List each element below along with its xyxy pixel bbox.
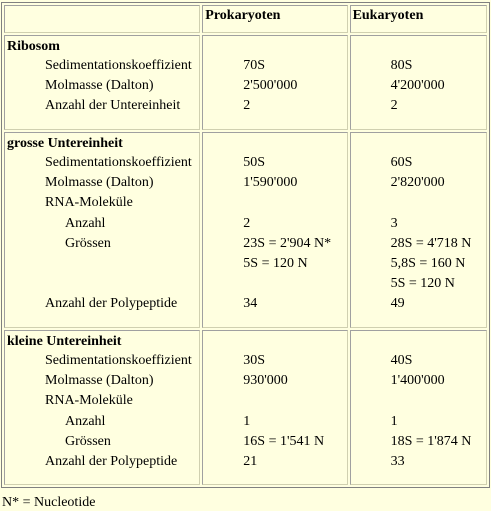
section-labels-ribosom — [4, 35, 200, 130]
prok-grosse-anzahl: 2 — [243, 215, 251, 231]
euk-grosse-poly: 49 — [390, 296, 405, 312]
label-sedimentation: Sedimentationskoeffizient — [45, 353, 192, 368]
prok-values-ribosom — [202, 35, 347, 130]
prok-grosse-sed: 50S — [243, 155, 266, 170]
label-polypeptide: Anzahl der Polypeptide — [45, 453, 178, 469]
prok-grosse-groessen-2: 5S = 120 N — [243, 255, 308, 271]
euk-grosse-groessen-2: 5,8S = 160 N — [390, 255, 466, 271]
label-polypeptide: Anzahl der Polypeptide — [45, 296, 178, 312]
label-molmasse: Molmasse (Dalton) — [45, 373, 154, 389]
prok-kleine-anzahl: 1 — [243, 413, 251, 429]
prok-grosse-poly: 34 — [243, 296, 258, 312]
euk-kleine-sed: 40S — [390, 353, 413, 368]
section-labels-kleine — [4, 330, 200, 485]
prok-values-kleine — [202, 330, 347, 485]
section-row-kleine — [4, 330, 487, 485]
euk-kleine-groessen: 18S = 1'874 N — [390, 433, 472, 449]
prok-ribosom-anzahl: 2 — [243, 98, 251, 114]
footnote: N* = Nucleotide — [2, 495, 96, 510]
prok-ribosom-sed: 70S — [243, 58, 266, 73]
euk-grosse-groessen-1: 28S = 4'718 N — [390, 235, 472, 251]
euk-values-ribosom — [350, 35, 487, 130]
spacer — [353, 193, 484, 213]
euk-kleine-anzahl: 1 — [390, 413, 398, 429]
label-molmasse: Molmasse (Dalton) — [45, 78, 154, 94]
header-eukaryoten: Eukaryoten — [350, 5, 487, 33]
label-anzahl: Anzahl — [65, 413, 106, 429]
prok-grosse-groessen-1: 23S = 2'904 N* — [243, 235, 332, 251]
section-labels-grosse — [4, 132, 200, 328]
euk-values-grosse — [350, 132, 487, 328]
section-title-grosse: grosse Untereinheit — [7, 136, 123, 151]
prok-values-grosse — [202, 132, 347, 328]
euk-grosse-groessen-3: 5S = 120 N — [390, 276, 455, 292]
euk-grosse-sed: 60S — [390, 155, 413, 170]
label-anzahl-untereinheit: Anzahl der Untereinheit — [45, 98, 181, 114]
euk-values-kleine — [350, 330, 487, 485]
euk-kleine-mol: 1'400'000 — [390, 373, 445, 389]
section-title-kleine: kleine Untereinheit — [7, 334, 122, 349]
section-row-grosse — [4, 132, 487, 328]
spacer — [7, 274, 197, 294]
euk-grosse-anzahl: 3 — [390, 215, 398, 231]
prok-ribosom-mol: 2'500'000 — [243, 78, 298, 94]
euk-kleine-poly: 33 — [390, 453, 405, 469]
prok-kleine-sed: 30S — [243, 353, 266, 368]
euk-ribosom-sed: 80S — [390, 58, 413, 73]
header-row — [4, 5, 487, 33]
label-groessen: Grössen — [65, 433, 111, 449]
euk-ribosom-anzahl: 2 — [390, 98, 398, 114]
spacer — [353, 391, 484, 411]
label-molmasse: Molmasse (Dalton) — [45, 175, 154, 191]
prok-kleine-poly: 21 — [243, 453, 258, 469]
label-sedimentation: Sedimentationskoeffizient — [45, 155, 192, 170]
label-sedimentation: Sedimentationskoeffizient — [45, 58, 192, 73]
label-rna-molekuele: RNA-Moleküle — [45, 393, 133, 409]
spacer — [205, 193, 344, 213]
section-row-ribosom — [4, 35, 487, 130]
header-prokaryoten: Prokaryoten — [202, 5, 347, 33]
section-title-ribosom: Ribosom — [7, 39, 60, 54]
label-anzahl: Anzahl — [65, 215, 106, 231]
label-rna-molekuele: RNA-Moleküle — [45, 195, 133, 211]
prok-grosse-mol: 1'590'000 — [243, 175, 298, 191]
spacer — [7, 254, 197, 274]
prok-kleine-groessen: 16S = 1'541 N — [243, 433, 325, 449]
ribosome-comparison-table — [1, 2, 490, 488]
header-empty-cell — [4, 5, 200, 33]
euk-grosse-mol: 2'820'000 — [390, 175, 445, 191]
spacer — [205, 391, 344, 411]
prok-kleine-mol: 930'000 — [243, 373, 288, 389]
spacer — [205, 274, 344, 294]
label-groessen: Grössen — [65, 235, 111, 251]
euk-ribosom-mol: 4'200'000 — [390, 78, 445, 94]
